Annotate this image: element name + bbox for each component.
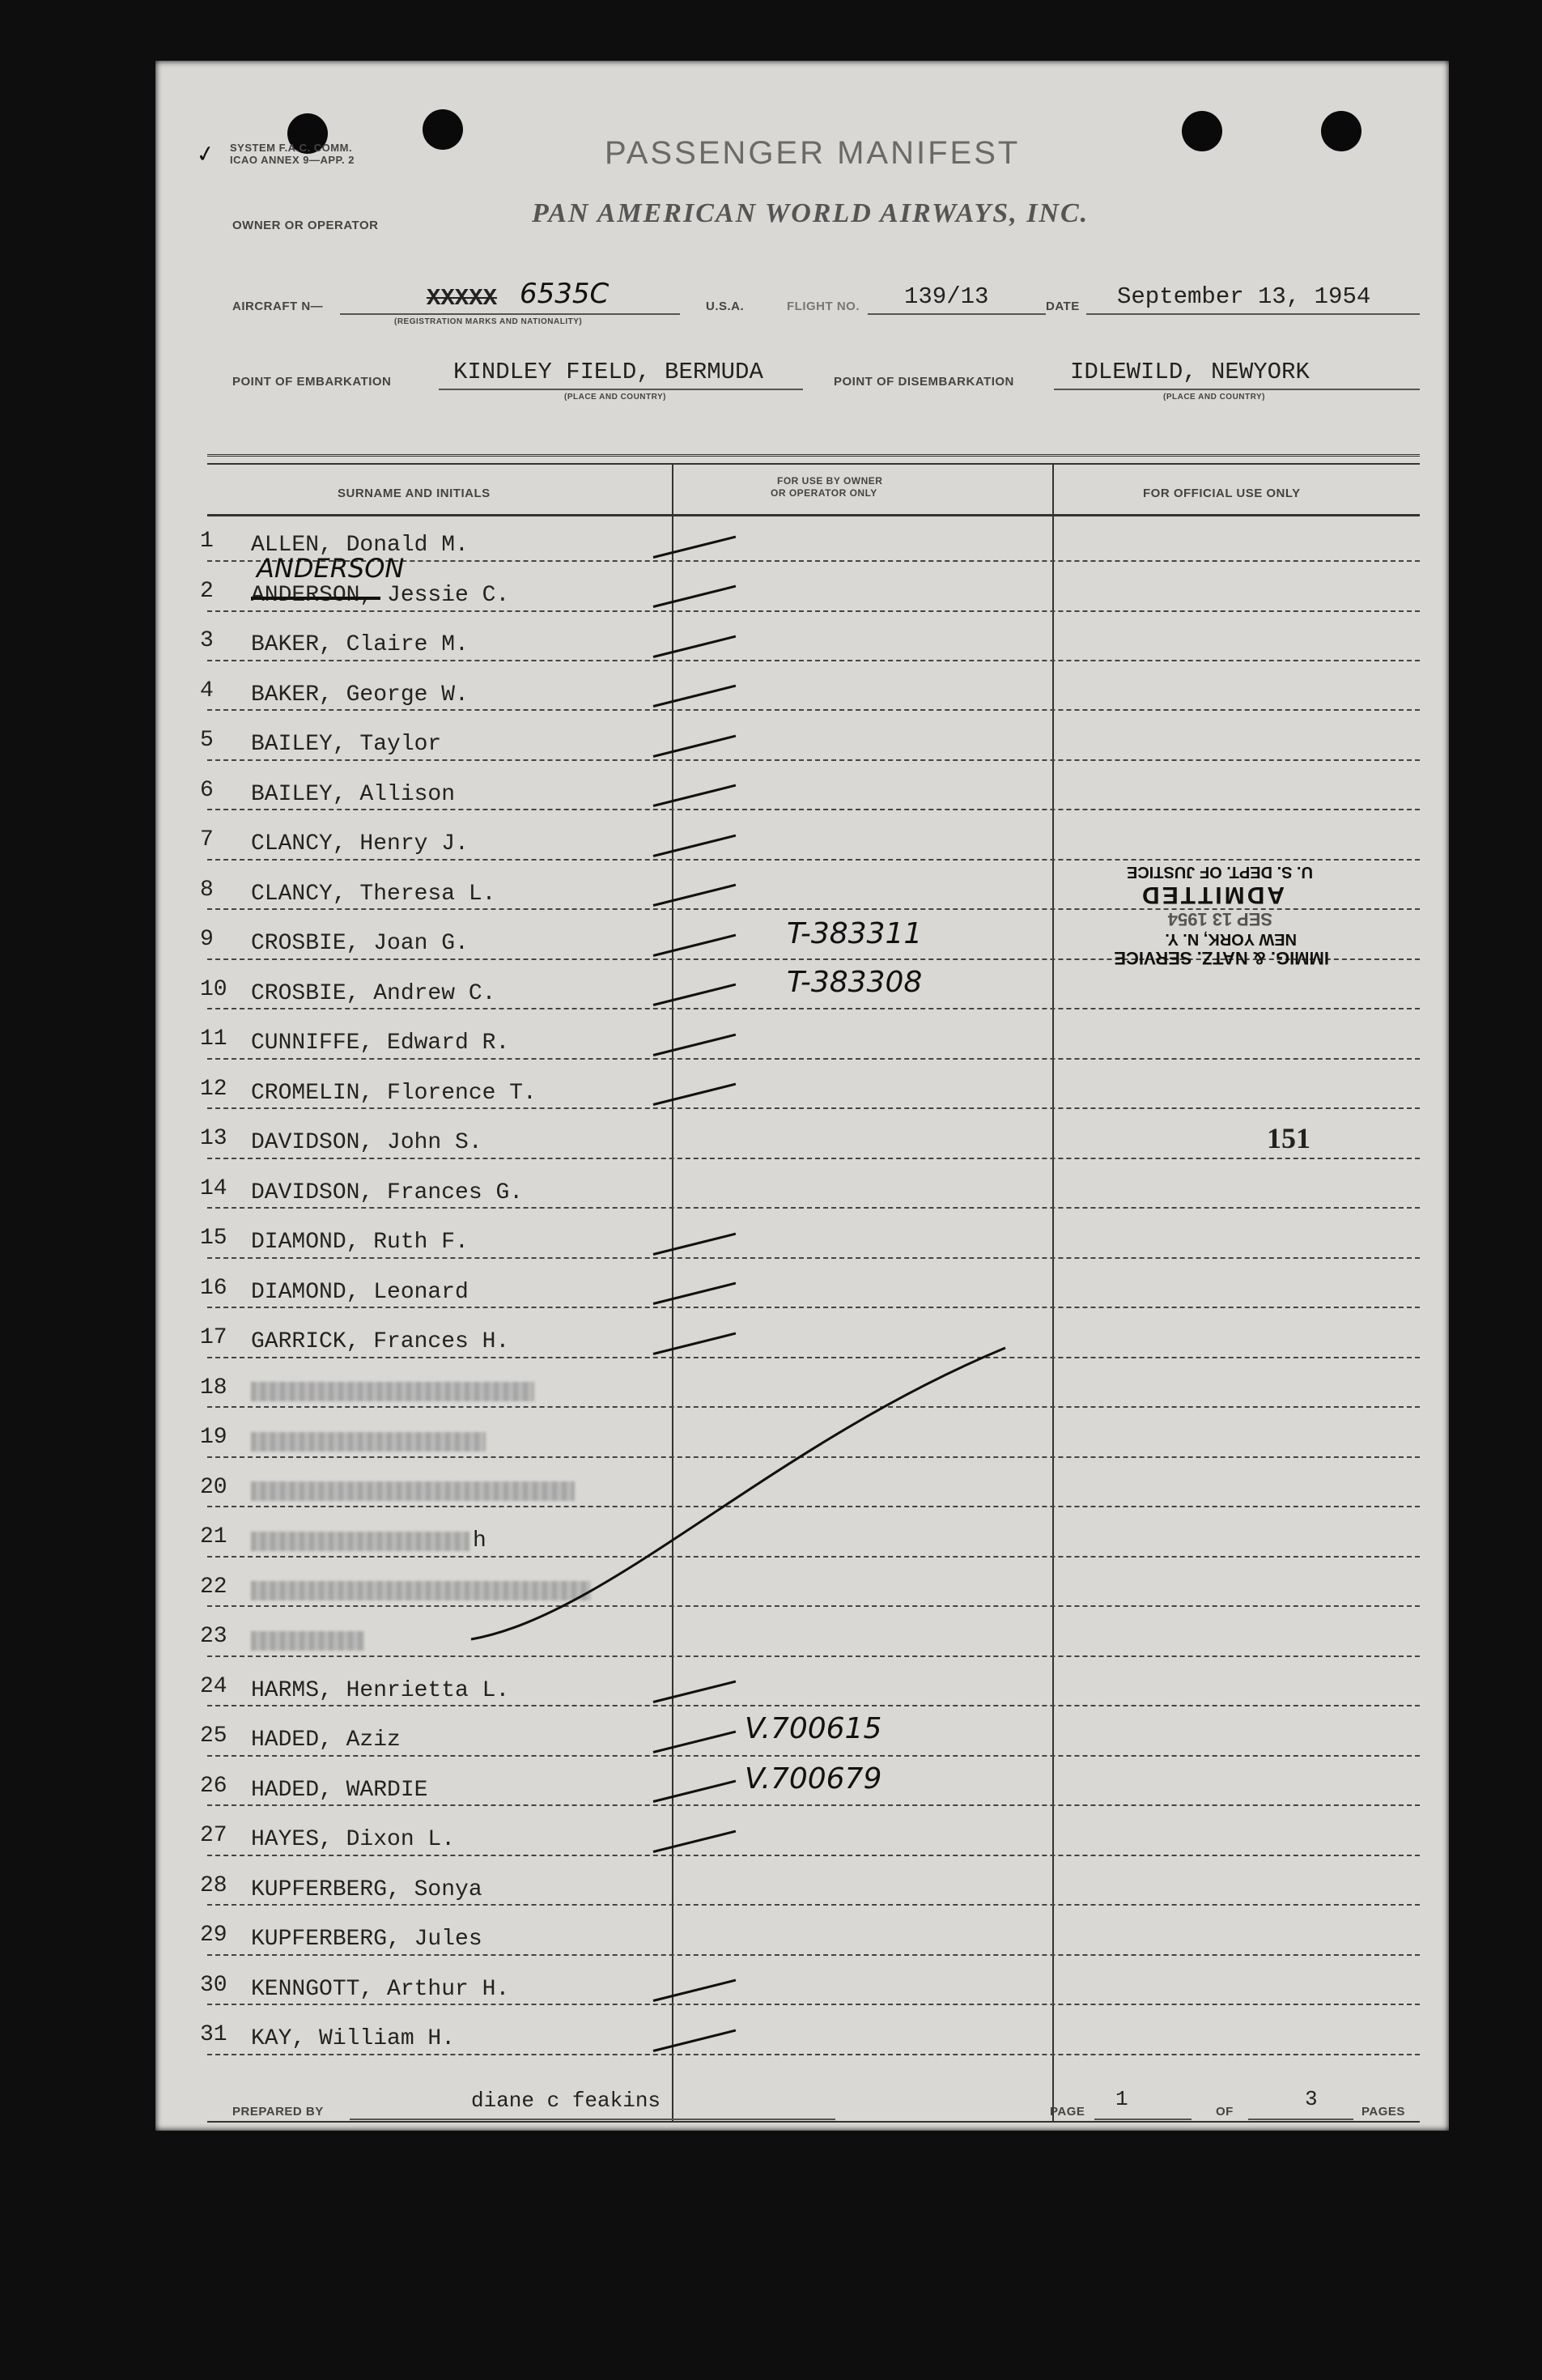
col-header-owner-2: OR OPERATOR ONLY bbox=[771, 487, 877, 499]
passenger-name: h bbox=[473, 1528, 486, 1553]
cancel-stroke bbox=[155, 61, 1449, 2131]
row-number: 21 bbox=[200, 1524, 227, 1549]
row-number: 29 bbox=[200, 1923, 227, 1948]
passenger-name: BAKER, Claire M. bbox=[251, 632, 469, 657]
owner-note: V.700679 bbox=[745, 1762, 882, 1796]
corner-note-line2: ICAO ANNEX 9—APP. 2 bbox=[230, 154, 355, 166]
row-number: 8 bbox=[200, 878, 214, 903]
row-number: 14 bbox=[200, 1176, 227, 1201]
embark-caption: (PLACE AND COUNTRY) bbox=[564, 393, 666, 402]
col-header-name: SURNAME AND INITIALS bbox=[338, 487, 491, 500]
name-correction: ANDERSON bbox=[257, 553, 405, 584]
admitted-stamp bbox=[989, 862, 1329, 968]
row-number: 24 bbox=[200, 1674, 227, 1699]
owner-note: T-383311 bbox=[787, 917, 923, 950]
row-number: 25 bbox=[200, 1723, 227, 1749]
stamp-line2: NEW YORK, N. Y. bbox=[1165, 929, 1297, 948]
passenger-name: KAY, William H. bbox=[251, 2026, 456, 2051]
row-number: 11 bbox=[200, 1026, 227, 1052]
row-number: 22 bbox=[200, 1575, 227, 1600]
disembark-label: POINT OF DISEMBARKATION bbox=[834, 375, 1014, 389]
row-number: 30 bbox=[200, 1973, 227, 1998]
row-number: 7 bbox=[200, 827, 214, 852]
col-header-owner-1: FOR USE BY OWNER bbox=[777, 475, 883, 487]
row-number: 5 bbox=[200, 728, 214, 753]
passenger-name: DAVIDSON, Frances G. bbox=[251, 1180, 524, 1205]
passenger-name: CLANCY, Henry J. bbox=[251, 831, 469, 856]
owner-note: V.700615 bbox=[745, 1712, 882, 1745]
aircraft-value: 6535C bbox=[520, 278, 610, 310]
pages-label: PAGES bbox=[1361, 2105, 1405, 2119]
owner-note: T-383308 bbox=[787, 966, 923, 999]
passenger-name: ANDERSON, Jessie C. bbox=[251, 583, 510, 608]
flight-label: FLIGHT NO. bbox=[787, 300, 860, 313]
row-number: 28 bbox=[200, 1873, 227, 1898]
row-number: 15 bbox=[200, 1226, 227, 1251]
passenger-name: HAYES, Dixon L. bbox=[251, 1827, 456, 1852]
row-number: 23 bbox=[200, 1624, 227, 1649]
row-number: 17 bbox=[200, 1325, 227, 1350]
passenger-name: KENNGOTT, Arthur H. bbox=[251, 1977, 510, 2002]
passenger-name: HADED, Aziz bbox=[251, 1728, 401, 1753]
passenger-name: HARMS, Henrietta L. bbox=[251, 1678, 510, 1703]
row-number: 12 bbox=[200, 1077, 227, 1102]
row-number: 20 bbox=[200, 1475, 227, 1500]
usa-label: U.S.A. bbox=[706, 300, 745, 313]
page-label: PAGE bbox=[1050, 2105, 1085, 2119]
page-title: PASSENGER MANIFEST bbox=[605, 135, 1021, 171]
row-number: 19 bbox=[200, 1425, 227, 1450]
row-number: 6 bbox=[200, 778, 214, 803]
embark-value: KINDLEY FIELD, BERMUDA bbox=[453, 359, 763, 385]
row-number: 4 bbox=[200, 678, 214, 703]
manifest-page bbox=[155, 61, 1449, 2131]
passenger-name: GARRICK, Frances H. bbox=[251, 1329, 510, 1354]
carrier-name: PAN AMERICAN WORLD AIRWAYS, INC. bbox=[532, 198, 1090, 228]
corner-note-line1: SYSTEM F.A.C. COMM. bbox=[230, 142, 353, 154]
official-note: 151 bbox=[1267, 1122, 1310, 1154]
passenger-name: DAVIDSON, John S. bbox=[251, 1130, 482, 1155]
disembark-value: IDLEWILD, NEWYORK bbox=[1070, 359, 1310, 385]
passenger-name: HADED, WARDIE bbox=[251, 1778, 428, 1803]
flight-value: 139/13 bbox=[904, 283, 989, 310]
row-number: 9 bbox=[200, 927, 214, 952]
corner-checkmark-icon: ✓ bbox=[195, 138, 216, 172]
aircraft-label: AIRCRAFT N— bbox=[232, 300, 324, 313]
passenger-name: CROSBIE, Andrew C. bbox=[251, 981, 496, 1006]
col-header-official: FOR OFFICIAL USE ONLY bbox=[1143, 487, 1301, 500]
passenger-name: CLANCY, Theresa L. bbox=[251, 882, 496, 907]
row-number: 31 bbox=[200, 2022, 227, 2047]
row-number: 18 bbox=[200, 1375, 227, 1400]
row-number: 27 bbox=[200, 1823, 227, 1848]
passenger-name: KUPFERBERG, Jules bbox=[251, 1927, 482, 1952]
passenger-name: CROSBIE, Joan G. bbox=[251, 931, 469, 956]
passenger-name: BAILEY, Allison bbox=[251, 782, 456, 807]
date-value: September 13, 1954 bbox=[1117, 283, 1371, 310]
passenger-name: KUPFERBERG, Sonya bbox=[251, 1877, 482, 1902]
stamp-line5: U. S. DEPT. OF JUSTICE bbox=[1126, 863, 1313, 881]
stamp-line4: ADMITTED bbox=[1140, 882, 1285, 909]
passenger-name: CUNNIFFE, Edward R. bbox=[251, 1031, 510, 1056]
date-label: DATE bbox=[1046, 300, 1080, 313]
passenger-name: BAILEY, Taylor bbox=[251, 732, 442, 757]
row-number: 1 bbox=[200, 529, 214, 554]
row-number: 2 bbox=[200, 579, 214, 604]
row-number: 16 bbox=[200, 1276, 227, 1301]
stamp-line3: SEP 13 1954 bbox=[1167, 908, 1272, 929]
disembark-caption: (PLACE AND COUNTRY) bbox=[1163, 393, 1265, 402]
passenger-name: BAKER, George W. bbox=[251, 682, 469, 708]
passenger-name: DIAMOND, Ruth F. bbox=[251, 1230, 469, 1255]
prepared-value: diane c feakins bbox=[471, 2089, 661, 2113]
passenger-name: DIAMOND, Leonard bbox=[251, 1280, 469, 1305]
row-number: 10 bbox=[200, 977, 227, 1002]
owner-label: OWNER OR OPERATOR bbox=[232, 219, 379, 232]
page-value: 1 bbox=[1115, 2087, 1128, 2111]
row-number: 13 bbox=[200, 1126, 227, 1151]
row-number: 26 bbox=[200, 1774, 227, 1799]
aircraft-struck: XXXXX bbox=[427, 285, 498, 312]
of-label: OF bbox=[1216, 2105, 1234, 2119]
prepared-label: PREPARED BY bbox=[232, 2105, 324, 2119]
of-value: 3 bbox=[1305, 2087, 1318, 2111]
row-number: 3 bbox=[200, 628, 214, 653]
passenger-name: ALLEN, Donald M. bbox=[251, 533, 469, 558]
stamp-line1: IMMIG. & NATZ. SERVICE bbox=[1114, 948, 1329, 969]
embark-label: POINT OF EMBARKATION bbox=[232, 375, 392, 389]
registration-caption: (REGISTRATION MARKS AND NATIONALITY) bbox=[394, 317, 583, 326]
passenger-name: CROMELIN, Florence T. bbox=[251, 1081, 537, 1106]
